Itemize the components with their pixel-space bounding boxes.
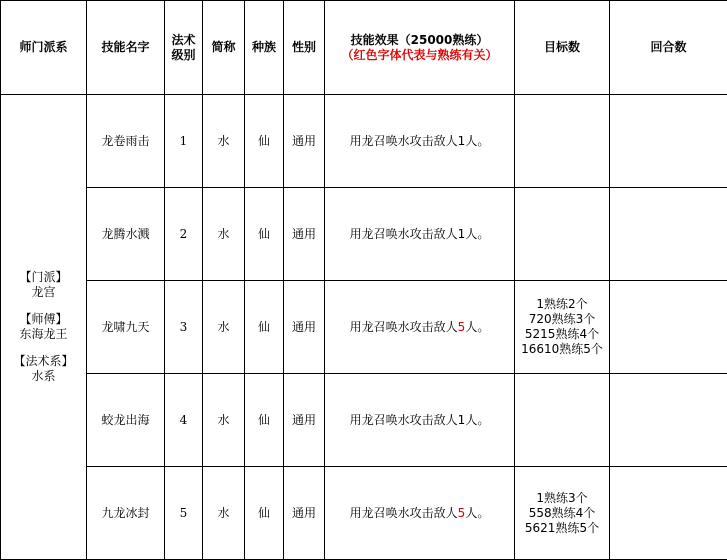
skill-short-name: 水 <box>203 188 245 281</box>
skill-effect <box>325 188 515 281</box>
effect-target-count: 1 <box>458 134 466 148</box>
header-race: 种族 <box>245 1 284 95</box>
skill-targets <box>515 467 610 560</box>
header-level <box>165 1 203 95</box>
skill-rounds <box>610 188 727 281</box>
skill-race: 仙 <box>245 281 284 374</box>
target-line: 16610熟练5个 <box>515 342 609 357</box>
skill-level: 4 <box>165 374 203 467</box>
sect-type: 水系 <box>1 369 86 384</box>
skill-rounds <box>610 467 727 560</box>
skill-gender: 通用 <box>284 188 325 281</box>
skill-race: 仙 <box>245 467 284 560</box>
header-effect-line1: 技能效果（25000熟练） <box>325 33 514 48</box>
skill-name: 龙腾水溅 <box>87 188 165 281</box>
label-type: 【法术系】 <box>1 354 86 369</box>
skill-level: 3 <box>165 281 203 374</box>
effect-target-count: 5 <box>458 320 466 334</box>
skill-rounds <box>610 281 727 374</box>
effect-target-count: 5 <box>458 506 466 520</box>
sect-master: 东海龙王 <box>1 327 86 342</box>
skill-short-name: 水 <box>203 467 245 560</box>
header-school: 师门派系 <box>1 1 87 95</box>
skill-effect <box>325 95 515 188</box>
skill-name: 蛟龙出海 <box>87 374 165 467</box>
skill-rounds <box>610 374 727 467</box>
skill-race: 仙 <box>245 95 284 188</box>
skill-targets <box>515 281 610 374</box>
effect-suffix: 人。 <box>465 506 489 520</box>
skill-short-name: 水 <box>203 374 245 467</box>
effect-text: 用龙召唤水攻击敌人 <box>350 413 458 427</box>
header-rounds: 回合数 <box>610 1 727 95</box>
effect-text: 用龙召唤水攻击敌人 <box>350 227 458 241</box>
header-skill-name: 技能名字 <box>87 1 165 95</box>
sect-school: 龙宫 <box>1 285 86 300</box>
skill-short-name: 水 <box>203 281 245 374</box>
header-row <box>1 1 727 95</box>
target-line: 558熟练4个 <box>515 506 609 521</box>
skill-race: 仙 <box>245 188 284 281</box>
skill-effect <box>325 281 515 374</box>
skill-targets <box>515 188 610 281</box>
skill-name: 龙啸九天 <box>87 281 165 374</box>
table-row <box>1 95 727 188</box>
target-line: 5215熟练4个 <box>515 327 609 342</box>
header-effect-line2: （红色字体代表与熟练有关） <box>325 48 514 63</box>
skill-race: 仙 <box>245 374 284 467</box>
table-row <box>1 374 727 467</box>
label-school: 【门派】 <box>1 270 86 285</box>
effect-suffix: 人。 <box>465 413 489 427</box>
skill-effect <box>325 467 515 560</box>
table-row <box>1 467 727 560</box>
skill-rounds <box>610 95 727 188</box>
header-gender: 性别 <box>284 1 325 95</box>
label-master: 【师傅】 <box>1 312 86 327</box>
skill-targets <box>515 374 610 467</box>
header-level-line2: 级别 <box>165 48 202 63</box>
table-row <box>1 281 727 374</box>
skill-gender: 通用 <box>284 95 325 188</box>
sect-info-cell <box>1 95 87 560</box>
header-level-line1: 法术 <box>165 33 202 48</box>
header-effect <box>325 1 515 95</box>
effect-text: 用龙召唤水攻击敌人 <box>350 134 458 148</box>
target-line: 720熟练3个 <box>515 312 609 327</box>
effect-text: 用龙召唤水攻击敌人 <box>350 506 458 520</box>
skill-effect <box>325 374 515 467</box>
spacer <box>1 300 86 312</box>
skill-gender: 通用 <box>284 374 325 467</box>
effect-suffix: 人。 <box>465 134 489 148</box>
effect-target-count: 1 <box>458 227 466 241</box>
skill-gender: 通用 <box>284 467 325 560</box>
skill-level: 2 <box>165 188 203 281</box>
effect-target-count: 1 <box>458 413 466 427</box>
skill-short-name: 水 <box>203 95 245 188</box>
effect-suffix: 人。 <box>465 320 489 334</box>
table-row <box>1 188 727 281</box>
target-line: 5621熟练5个 <box>515 521 609 536</box>
skill-gender: 通用 <box>284 281 325 374</box>
skill-name: 九龙冰封 <box>87 467 165 560</box>
skill-level: 5 <box>165 467 203 560</box>
target-line: 1熟练3个 <box>515 491 609 506</box>
target-line: 1熟练2个 <box>515 297 609 312</box>
spacer <box>1 342 86 354</box>
header-targets: 目标数 <box>515 1 610 95</box>
skill-targets <box>515 95 610 188</box>
effect-text: 用龙召唤水攻击敌人 <box>350 320 458 334</box>
skill-level: 1 <box>165 95 203 188</box>
effect-suffix: 人。 <box>465 227 489 241</box>
skill-name: 龙卷雨击 <box>87 95 165 188</box>
header-short-name: 简称 <box>203 1 245 95</box>
